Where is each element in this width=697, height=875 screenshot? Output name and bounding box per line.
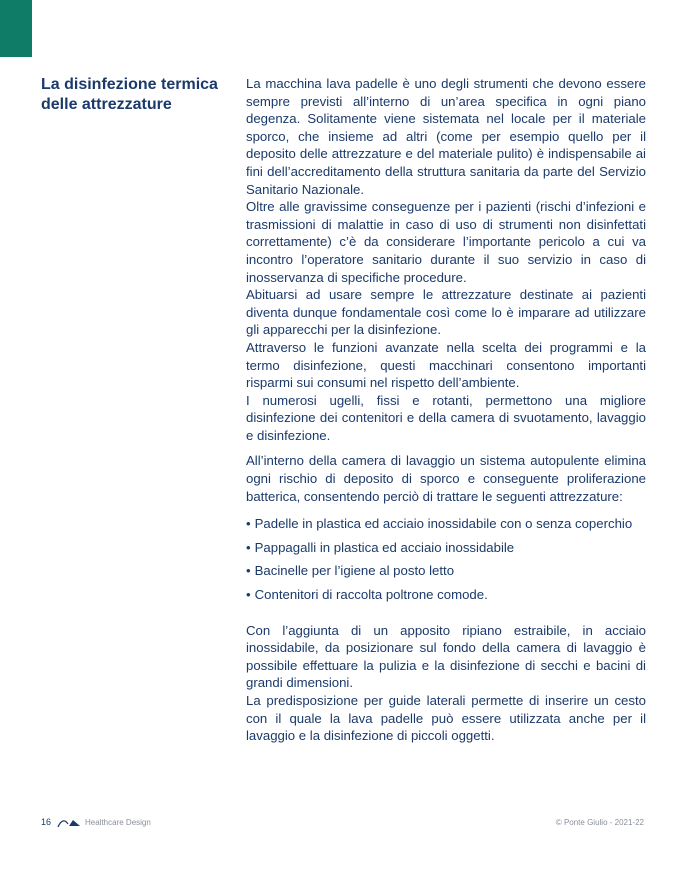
accent-bar (0, 0, 32, 57)
ponte-giulio-logo-icon (57, 818, 81, 828)
list-item-text: Contenitori di raccolta poltrone comode. (254, 587, 488, 603)
equipment-list (246, 515, 646, 603)
list-item-text: Pappagalli in plastica ed acciaio inossidabile (254, 539, 515, 555)
list-item (246, 586, 646, 604)
bullet-icon: • (246, 539, 251, 555)
list-item (246, 515, 646, 533)
body-paragraph: Con l’aggiunta di un apposito ripiano estraibile, in acciaio inossidabile, da posizionare sul fondo della camera di lavaggio è possibile effettuare la pulizia e la disinfezione di secchi e bacini di grandi dimensioni. (246, 622, 646, 691)
page-footer (41, 817, 644, 833)
body-paragraph: Attraverso le funzioni avanzate nella scelta dei programmi e la termo disinfezione, questi macchinari consentono importanti risparmi sui consumi nel rispetto dell’ambiente. (246, 339, 646, 391)
bullet-icon: • (246, 516, 251, 532)
section-title: La disinfezione termica delle attrezzature (41, 76, 218, 113)
page-number: 16 (41, 817, 52, 827)
body-paragraph: I numerosi ugelli, fissi e rotanti, permettono una migliore disinfezione dei contenitori e della camera di svuotamento, lavaggio e disinfezione. (246, 392, 646, 443)
body-paragraph: La macchina lava padelle è uno degli strumenti che devono essere sempre previsti all’interno di un’area specifica in ogni piano degenza. Solitamente viene sistemata nel locale per il materiale sporco, che insieme ad altri (come per esempio quello per il deposito delle attrezzature e del materiale pulito) è indispensabile ai fini dell’accreditamento della struttura sanitaria da parte del Servizio Sanitario Nazionale. (246, 76, 646, 197)
list-item (246, 562, 646, 580)
publication-name: Healthcare Design (85, 818, 151, 827)
body-paragraph: Abituarsi ad usare sempre le attrezzature destinate ai pazienti diventa dunque fondamentale così come lo è imparare ad utilizzare gli apparecchi per la disinfezione. (246, 287, 646, 338)
list-item-text: Bacinelle per l’igiene al posto letto (254, 563, 455, 579)
list-item (246, 539, 646, 557)
body-paragraph: All’interno della camera di lavaggio un sistema autopulente elimina ogni rischio di deposito di sporco e conseguente proliferazione batterica, consentendo perciò di trattare le seguenti attrezzature: (246, 453, 646, 504)
bullet-icon: • (246, 563, 251, 579)
copyright: © Ponte Giulio - 2021-22 (555, 818, 644, 827)
body-paragraph: Oltre alle gravissime conseguenze per i pazienti (rischi d’infezioni e trasmissioni di malattie in caso di uso di strumenti non disinfettati correttamente) c’è da considerare l’importante pericolo a cui va incontro l’operatore sanitario durante il suo servizio in caso di inosservanza di specifiche procedure. (246, 199, 646, 285)
bullet-icon: • (246, 587, 251, 603)
body-content (246, 75, 646, 745)
list-item-text: Padelle in plastica ed acciaio inossidabile con o senza coperchio (254, 516, 633, 532)
body-paragraph: La predisposizione per guide laterali permette di inserire un cesto con il quale la lava padelle può essere utilizzata anche per il lavaggio e la disinfezione di piccoli oggetti. (246, 693, 646, 744)
